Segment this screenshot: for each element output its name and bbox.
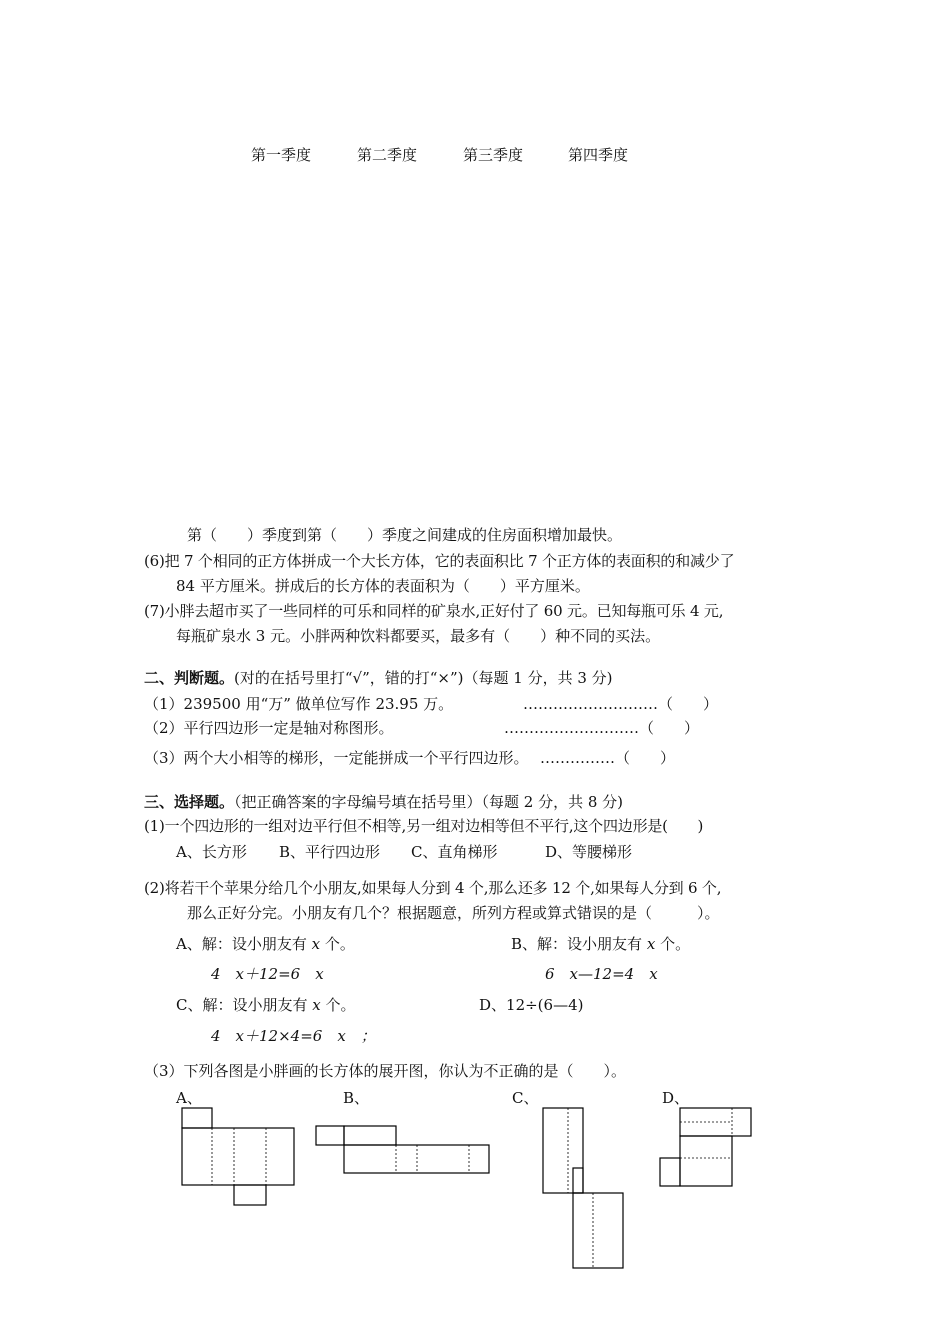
cuboid-net-b [310,1118,495,1178]
quarter-label-1: 第一季度 [251,146,312,164]
choice-q2-option-b-equation: 6 x—12=4 x [545,965,658,983]
judge-section-header [144,668,613,688]
choice-q2-option-d[interactable]: D、12÷(6—4) [479,996,584,1014]
net-label-a[interactable]: A、 [176,1089,202,1107]
question-5-tail: 第（ ）季度到第（ ）季度之间建成的住房面积增加最快。 [187,526,623,544]
cuboid-net-d [655,1100,760,1200]
variable-x: x [646,935,656,953]
judge-item-1: （1）239500 用“万” 做单位写作 23.95 万。 [144,695,454,713]
choice-q1-stem: (1)一个四边形的一组对边平行但不相等,另一组对边相等但不平行,这个四边形是( ) [144,817,704,835]
cuboid-net-c [535,1100,630,1275]
net-label-b[interactable]: B、 [343,1089,370,1107]
question-6-line-1: (6)把 7 个相同的正方体拼成一个大长方体，它的表面积比 7 个正方体的表面积的和减少了 [144,552,735,570]
quarter-label-2: 第二季度 [357,146,418,164]
choice-q1-option-c[interactable]: C、直角梯形 [411,843,498,861]
judge-heading: 二、判断题。 [144,669,235,687]
choice-section-header [144,792,623,812]
choice-heading: 三、选择题。 [144,793,235,811]
choice-q2-stem-line-2: 那么正好分完。小朋友有几个？根据题意，所列方程或算式错误的是（ ）。 [187,904,720,922]
judge-instruction: (对的在括号里打“√”，错的打“×”)（每题 1 分，共 3 分) [234,669,613,687]
judge-item-2: （2）平行四边形一定是轴对称图形。 [144,719,394,737]
choice-q2-option-b[interactable] [511,934,690,954]
unit-text: 个。 [660,935,691,953]
quarter-label-3: 第三季度 [463,146,524,164]
judge-item-2-answer[interactable]: ………………………（ ） [504,719,700,737]
choice-q2-stem-line-1: (2)将若干个苹果分给几个小朋友,如果每人分到 4 个,那么还多 12 个,如果每人分到 6 个, [144,879,722,897]
judge-item-3-answer[interactable]: ……………（ ） [540,749,676,767]
question-6-line-2: 84 平方厘米。拼成后的长方体的表面积为（ ）平方厘米。 [176,577,590,595]
cuboid-net-a [170,1100,300,1210]
unit-text: 个。 [324,935,355,953]
variable-x: x [312,996,321,1014]
choice-q2-option-a[interactable] [176,934,355,954]
judge-item-3: （3）两个大小相等的梯形，一定能拼成一个平行四边形。 [144,749,529,767]
question-7-line-1: (7)小胖去超市买了一些同样的可乐和同样的矿泉水,正好付了 60 元。已知每瓶可乐 4 元, [144,602,724,620]
option-a-label: A、解：设小朋友有 [176,935,307,953]
judge-item-1-answer[interactable]: ………………………（ ） [523,695,719,713]
choice-q1-option-d[interactable]: D、等腰梯形 [545,843,633,861]
net-label-c[interactable]: C、 [512,1089,539,1107]
option-b-label: B、解：设小朋友有 [511,935,643,953]
choice-q1-option-a[interactable]: A、长方形 [176,843,247,861]
question-7-line-2: 每瓶矿泉水 3 元。小胖两种饮料都要买，最多有（ ）种不同的买法。 [176,627,661,645]
choice-q1-option-b[interactable]: B、平行四边形 [279,843,381,861]
choice-q2-option-c-equation: 4 x＋12×4=6 x ； [211,1027,376,1045]
unit-text: 个。 [325,996,356,1014]
net-label-d[interactable]: D、 [662,1089,690,1107]
choice-q2-option-c[interactable] [176,995,356,1015]
choice-instruction: （把正确答案的字母编号填在括号里）（每题 2 分，共 8 分) [234,793,624,811]
option-c-label: C、解：设小朋友有 [176,996,308,1014]
quarter-label-4: 第四季度 [568,146,629,164]
variable-x: x [311,935,321,953]
choice-q2-option-a-equation: 4 x＋12=6 x [211,965,324,983]
choice-q3-stem: （3）下列各图是小胖画的长方体的展开图，你认为不正确的是（ ）。 [144,1062,627,1080]
